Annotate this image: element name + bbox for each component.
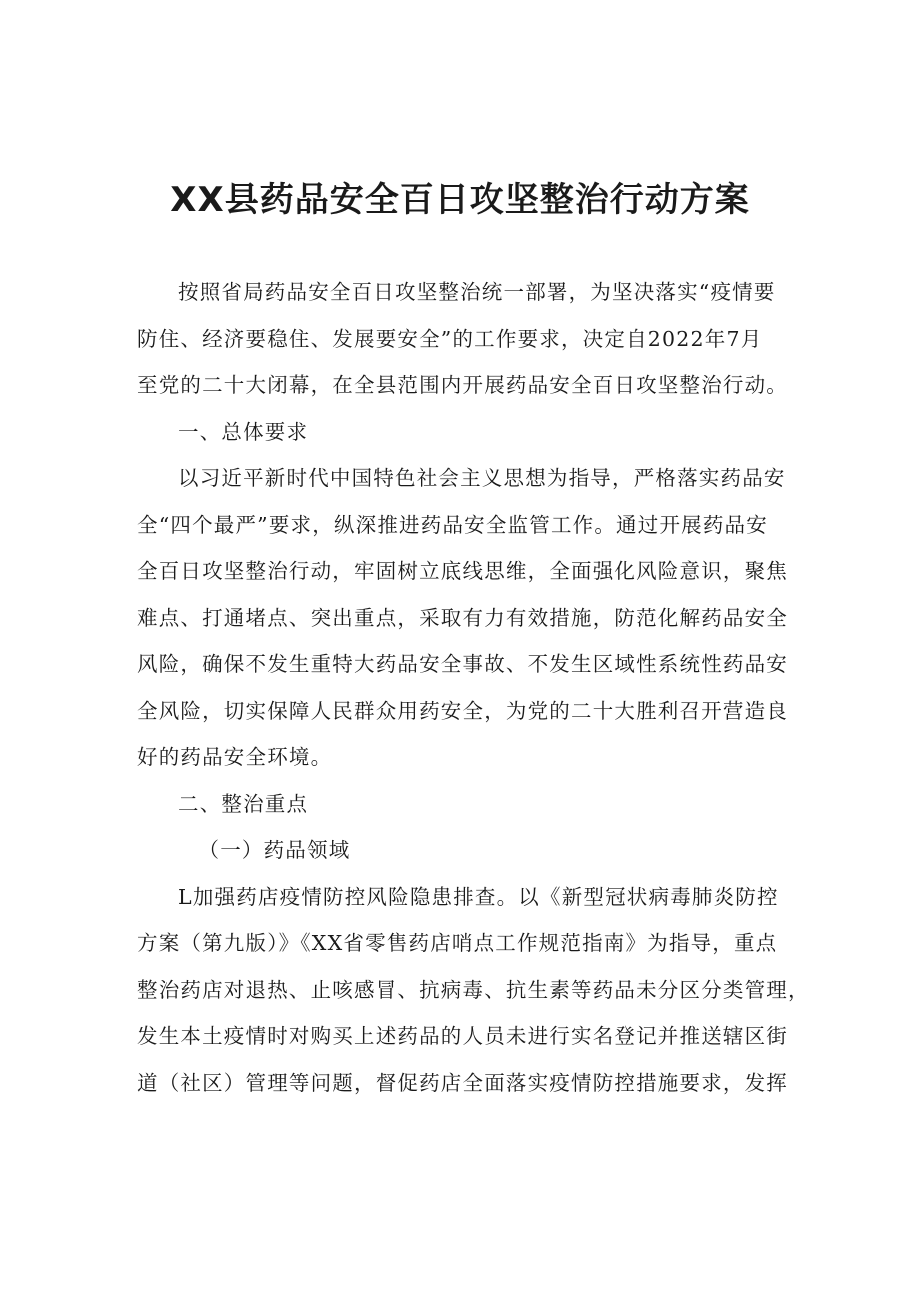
- section1-line: 以习近平新时代中国特色社会主义思想为指导，严格落实药品安: [178, 466, 786, 490]
- section1-line: 风险，确保不发生重特大药品安全事故、不发生区域性系统性药品安: [137, 652, 788, 676]
- document-title: XX县药品安全百日攻坚整治行动方案: [170, 180, 750, 220]
- subsection-heading: （一）药品领域: [198, 838, 351, 862]
- section2-line: L加强药店疫情防控风险隐患排查。以《新型冠状病毒肺炎防控: [178, 884, 779, 909]
- section2-line: 方案（第九版）》《XX省零售药店哨点工作规范指南》为指导，重点: [137, 931, 778, 955]
- section1-line: 全“四个最严”要求，纵深推进药品安全监管工作。通过开展药品安: [137, 512, 768, 537]
- section2-line: 发生本土疫情时对购买上述药品的人员未进行实名登记并推送辖区街: [137, 1024, 788, 1048]
- section1-line: 全风险，切实保障人民群众用药安全，为党的二十大胜利召开营造良: [137, 698, 788, 723]
- document-body: [137, 269, 810, 1106]
- section2-line: 整治药店对退热、止咳感冒、抗病毒、抗生素等药品未分区分类管理，: [137, 977, 810, 1002]
- section1-line: 全百日攻坚整治行动，牢固树立底线思维，全面强化风险意识，聚焦: [137, 559, 788, 583]
- intro-line: 至党的二十大闭幕，在全县范围内开展药品安全百日攻坚整治行动。: [137, 373, 788, 397]
- intro-paragraph: [137, 269, 787, 409]
- section2-line: 道（社区）管理等问题，督促药店全面落实疫情防控措施要求，发挥: [137, 1070, 788, 1095]
- section-heading-2: 二、整治重点: [178, 791, 309, 816]
- section2-paragraph: [137, 874, 810, 1107]
- intro-line: 防住、经济要稳住、发展要安全”的工作要求，决定自2022年7月: [137, 326, 763, 351]
- section1-line: 难点、打通堵点、突出重点，采取有力有效措施，防范化解药品安全: [137, 605, 788, 630]
- section-heading-1: 一、总体要求: [178, 419, 309, 444]
- intro-line: 按照省局药品安全百日攻坚整治统一部署，为坚决落实“疫情要: [178, 280, 776, 304]
- section1-line: 好的药品安全环境。: [137, 745, 333, 769]
- section1-paragraph: [137, 455, 787, 781]
